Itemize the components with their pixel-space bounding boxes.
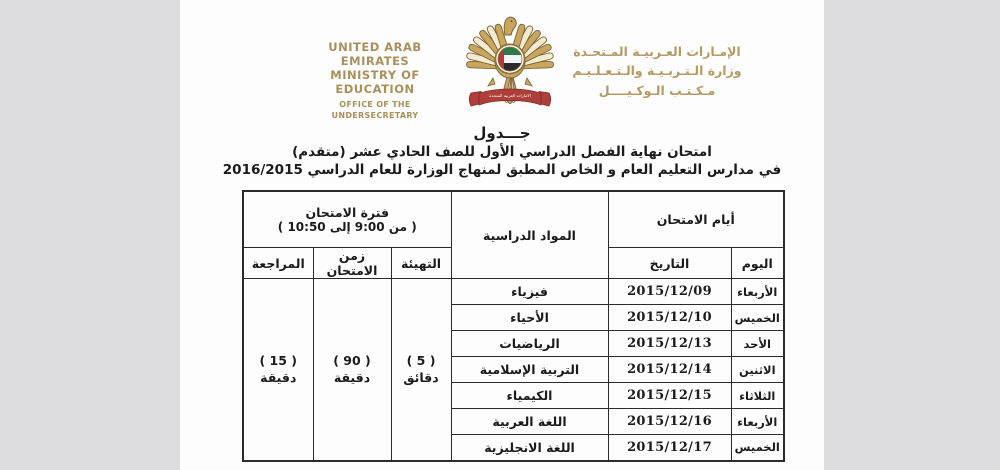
review-duration-value: ( 15 ) xyxy=(259,353,298,369)
prep-duration-unit: دقائق xyxy=(403,370,439,386)
day-cell: الأربعاء xyxy=(731,409,784,435)
exam-duration-unit: دقيقة xyxy=(333,370,371,386)
review-duration-unit: دقيقة xyxy=(260,370,297,386)
letterhead-arabic xyxy=(566,42,748,100)
header-date: التاريخ xyxy=(608,248,731,279)
day-cell: الثلاثاء xyxy=(731,383,784,409)
day-cell: الخميس xyxy=(731,305,784,331)
exam-schedule-table xyxy=(242,190,785,462)
header-prep: التهيئة xyxy=(391,248,451,279)
header-review: المراجعة xyxy=(243,248,313,279)
letterhead-office-en: OFFICE OF THE UNDERSECRETARY xyxy=(331,100,419,120)
letterhead-country-en: UNITED ARAB EMIRATES xyxy=(328,40,422,68)
letterhead-office-ar: مـكـتـب الـوكـيــــل xyxy=(598,82,716,98)
date-cell: 2015/12/16 xyxy=(608,409,731,435)
header-exam-period-title: فترة الامتحان xyxy=(305,205,390,220)
letterhead-ministry-ar: وزارة الـتـربـيـة والـتـعـلـيـم xyxy=(572,63,742,79)
date-cell: 2015/12/17 xyxy=(608,435,731,461)
header-exam-period-time: ( من 9:00 إلى 10:50 ) xyxy=(277,220,417,234)
subject-cell: التربية الإسلامية xyxy=(451,357,608,383)
document-title xyxy=(180,124,824,179)
title-exam-line: امتحان نهاية الفصل الدراسي الأول للصف الحادي عشر (متقدم) xyxy=(292,144,712,160)
exam-duration-value: ( 90 ) xyxy=(333,353,371,369)
subject-cell: فيزياء xyxy=(451,279,608,305)
day-cell: الخميس xyxy=(731,435,784,461)
header-subjects: المواد الدراسية xyxy=(451,191,608,279)
date-cell: 2015/12/09 xyxy=(608,279,731,305)
header-exam-days-group: أيام الامتحان xyxy=(608,191,784,248)
exam-duration-cell xyxy=(313,279,391,461)
title-schools-line: في مدارس التعليم العام و الخاص المطبق لمنهاج الوزارة للعام الدراسي 2016/2015 xyxy=(222,162,782,178)
subject-cell: اللغة الانجليزية xyxy=(451,435,608,461)
day-cell: الاثنين xyxy=(731,357,784,383)
day-cell: الأربعاء xyxy=(731,279,784,305)
review-duration-cell xyxy=(243,279,313,461)
date-cell: 2015/12/14 xyxy=(608,357,731,383)
date-cell: 2015/12/10 xyxy=(608,305,731,331)
letterhead-country-ar: الإمـارات العـربيـة المـتحـدة xyxy=(573,44,741,59)
prep-duration-value: ( 5 ) xyxy=(406,353,436,369)
letterhead-english xyxy=(296,40,454,121)
uae-falcon-emblem-icon xyxy=(455,14,565,118)
prep-duration-cell xyxy=(391,279,451,461)
document-page xyxy=(180,0,824,470)
date-cell: 2015/12/13 xyxy=(608,331,731,357)
table-row xyxy=(243,279,784,305)
date-cell: 2015/12/15 xyxy=(608,383,731,409)
title-word-schedule: جـــدول xyxy=(473,124,531,142)
letterhead-ministry-en: MINISTRY OF EDUCATION xyxy=(330,68,420,96)
subject-cell: اللغة العربية xyxy=(451,409,608,435)
day-cell: الأحد xyxy=(731,331,784,357)
header-exam-time: زمن الامتحان xyxy=(313,248,391,279)
subject-cell: الرياضيات xyxy=(451,331,608,357)
uae-falcon-emblem-svg xyxy=(455,14,565,118)
emblem-scroll-text: الامارات العربية المتحدة xyxy=(489,93,531,99)
header-day: اليوم xyxy=(731,248,784,279)
subject-cell: الأحياء xyxy=(451,305,608,331)
header-exam-period-group xyxy=(243,191,451,248)
subject-cell: الكيمياء xyxy=(451,383,608,409)
